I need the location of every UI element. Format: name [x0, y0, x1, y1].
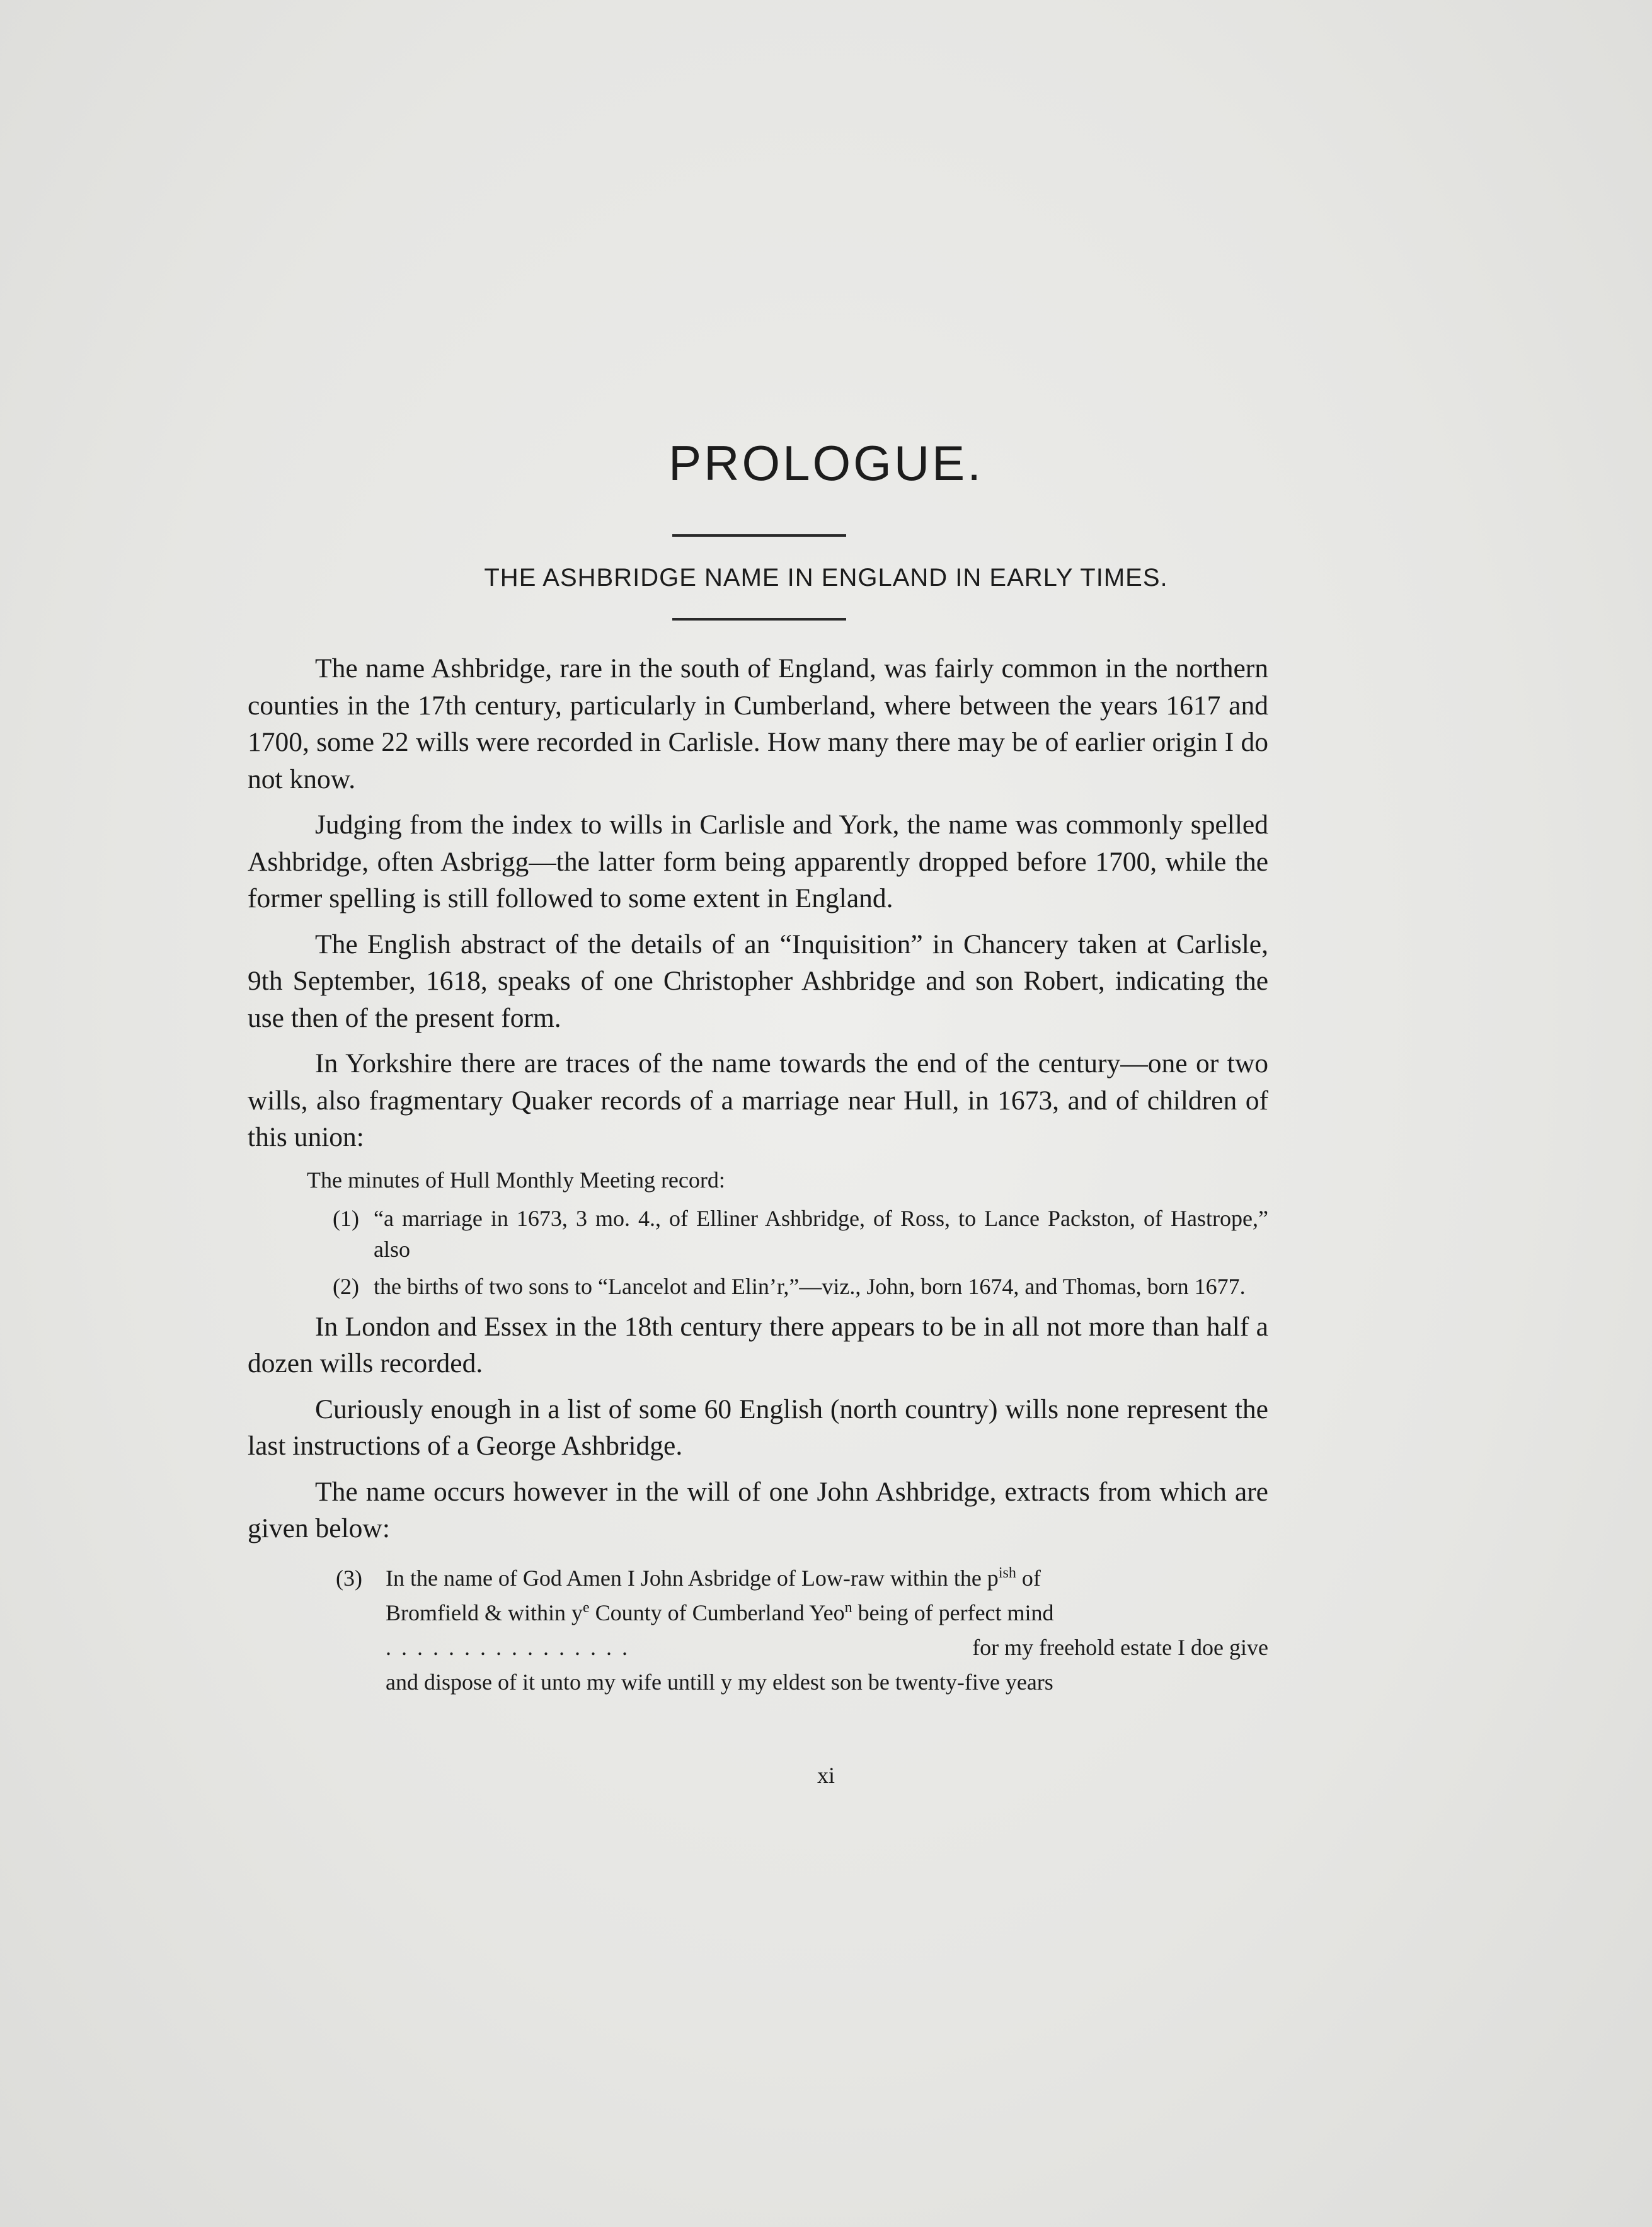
- item-number: (2): [333, 1273, 359, 1299]
- title-divider: [672, 534, 846, 537]
- extract-line: and dispose of it unto my wife untill y my eldest son be twenty-five years: [386, 1669, 1053, 1695]
- extract-line: In the name of God Amen I John Asbridge of Low-raw within the $p^{ish}$ of: [386, 1564, 1041, 1591]
- page-title: PROLOGUE.: [668, 435, 984, 491]
- minutes-intro: The minutes of Hull Monthly Meeting record:: [307, 1167, 725, 1193]
- item-text: “a marriage in 1673, 3 mo. 4., of Elliner Ashbridge, of Ross, to Lance Packston, of Hastrope,” also: [374, 1205, 1268, 1262]
- will-extract: [248, 1561, 1268, 1700]
- paragraph: The name Ashbridge, rare in the south of England, was fairly common in the northern counties in the 17th century, particularly in Cumberland, where between the years 1617 and 1700, some 22 wills were recorded in Carlisle. How many there may be of earlier origin I do not know.: [248, 653, 1268, 794]
- item-number: (1): [333, 1205, 359, 1231]
- paragraph: In Yorkshire there are traces of the name towards the end of the century—one or two wills, also fragmentary Quaker records of a marriage near Hull, in 1673, and of children of this union:: [248, 1048, 1268, 1152]
- paragraph: Curiously enough in a list of some 60 English (north country) wills none represent the last instructions of a George Ashbridge.: [248, 1394, 1268, 1461]
- paragraph: In London and Essex in the 18th century there appears to be in all not more than half a dozen wills recorded.: [248, 1311, 1268, 1378]
- paragraph: The name occurs however in the will of one John Ashbridge, extracts from which are given below:: [248, 1476, 1268, 1543]
- page-subtitle: THE ASHBRIDGE NAME IN ENGLAND IN EARLY TIMES.: [484, 564, 1168, 592]
- extract-line: Bromfield & within $y^e$ County of Cumberland Yeo$^n$ being of perfect mind: [386, 1599, 1054, 1625]
- minutes-item: [248, 1203, 1268, 1265]
- body-text: [248, 650, 1268, 1700]
- paragraph: Judging from the index to wills in Carlisle and York, the name was commonly spelled Ashbridge, often Asbrigg—the latter form being apparently dropped before 1700, while the former spelling is still followed to some extent in England.: [248, 810, 1268, 913]
- item-text: the births of two sons to “Lancelot and Elin’r,”—viz., John, born 1674, and Thomas, born 1677.: [374, 1273, 1246, 1299]
- minutes-item: [248, 1271, 1268, 1302]
- paragraph: The English abstract of the details of an “Inquisition” in Chancery taken at Carlisle, 9th September, 1618, speaks of one Christopher Ashbridge and son Robert, indicating the use then of the present form.: [248, 929, 1268, 1033]
- extract-line: ................ for my freehold estate I doe give: [386, 1630, 1268, 1665]
- extract-number: (3): [336, 1565, 362, 1591]
- subtitle-divider: [672, 618, 846, 621]
- ellipsis-dots: ................: [386, 1634, 638, 1660]
- page-number: xi: [817, 1763, 835, 1788]
